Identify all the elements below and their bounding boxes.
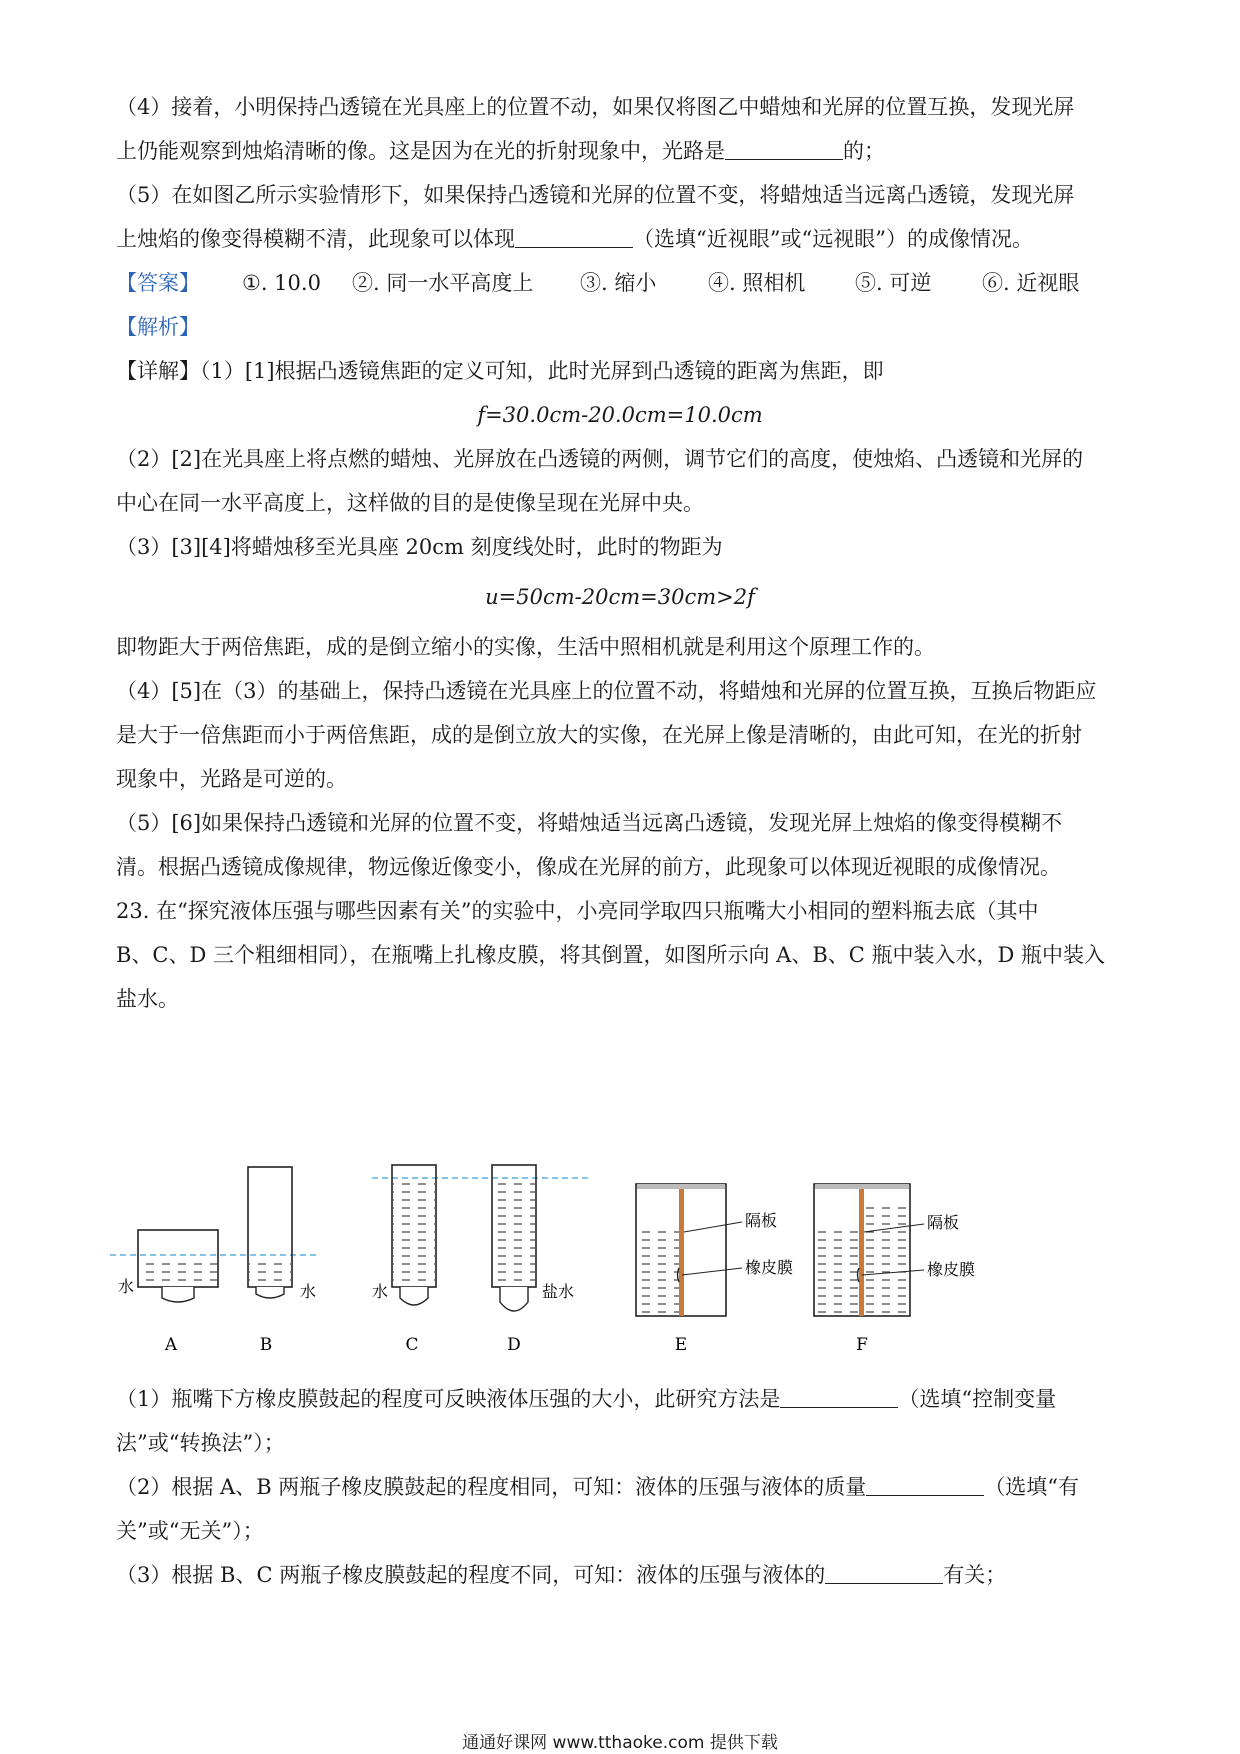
bottle-d xyxy=(492,1165,536,1311)
partition-label-f: 隔板 xyxy=(927,1213,960,1232)
q23-stem-line3: 盐水。 xyxy=(116,987,179,1011)
q22-part4-text: 上仍能观察到烛焰清晰的像。这是因为在光的折射现象中，光路是 xyxy=(116,139,725,163)
label-e: E xyxy=(674,1335,688,1355)
q22-part4-line1: （4）接着，小明保持凸透镜在光具座上的位置不动，如果仅将图乙中蜡烛和光屏的位置互换，发现光屏 xyxy=(116,95,1075,119)
water-label-a: 水 xyxy=(118,1277,135,1296)
footer-source: 通通好课网 www.tthaoke.com 提供下载 xyxy=(462,1733,778,1753)
membrane-label-f: 橡皮膜 xyxy=(927,1260,976,1279)
q23-sub3-text: （3）根据 B、C 两瓶子橡皮膜鼓起的程度不同，可知：液体的压强与液体的 xyxy=(116,1563,826,1587)
q23-sub1-text: （1）瓶嘴下方橡皮膜鼓起的程度可反映液体压强的大小，此研究方法是 xyxy=(116,1387,781,1411)
answer-6: ⑥. 近视眼 xyxy=(982,271,1080,295)
answer-blank xyxy=(866,1475,984,1496)
bottle-figure xyxy=(0,1140,1240,1360)
detail-4-line1: （4）[5]在（3）的基础上，保持凸透镜在光具座上的位置不动，将蜡烛和光屏的位置互换，互换后物距应 xyxy=(116,679,1097,703)
q23-sub1-line2: 法”或“转换法”）； xyxy=(116,1431,285,1455)
q22-part5-text: 上烛焰的像变得模糊不清，此现象可以体现 xyxy=(116,227,515,251)
q23-sub1-line1 xyxy=(116,1384,1056,1414)
answer-blank xyxy=(515,227,633,248)
label-d: D xyxy=(507,1335,521,1355)
q22-part5-line2 xyxy=(116,224,1033,254)
water-label-c: 水 xyxy=(372,1282,389,1301)
detail-3-line2: 即物距大于两倍焦距，成的是倒立缩小的实像，生活中照相机就是利用这个原理工作的。 xyxy=(116,635,935,659)
equation-focal-length: f=30.0cm-20.0cm=10.0cm xyxy=(477,403,763,427)
q23-sub2-line2: 关”或“无关”）； xyxy=(116,1519,264,1543)
partition-rod-f xyxy=(859,1189,864,1316)
detail-2-line2: 中心在同一水平高度上，这样做的目的是使像呈现在光屏中央。 xyxy=(116,491,704,515)
container-f xyxy=(814,1184,924,1316)
label-b: B xyxy=(259,1335,273,1355)
membrane-label-e: 橡皮膜 xyxy=(745,1258,794,1277)
q23-sub3-tail: 有关； xyxy=(943,1563,1007,1587)
answer-blank xyxy=(780,1387,898,1408)
detail-5-line2: 清。根据凸透镜成像规律，物远像近像变小，像成在光屏的前方，此现象可以体现近视眼的成像情况。 xyxy=(116,855,1061,879)
q23-stem-line2: B、C、D 三个粗细相同），在瓶嘴上扎橡皮膜，将其倒置，如图所示向 A、B、C 瓶中装入水，D 瓶中装入 xyxy=(116,943,1106,967)
q23-sub3 xyxy=(116,1560,1006,1590)
analysis-tag: 【解析】 xyxy=(116,315,200,339)
q23-stem-line1: 23. 在“探究液体压强与哪些因素有关”的实验中，小亮同学取四只瓶嘴大小相同的塑料瓶去底（其中 xyxy=(116,899,1039,923)
q23-sub1-tail: （选填“控制变量 xyxy=(898,1387,1057,1411)
q23-sub2-text: （2）根据 A、B 两瓶子橡皮膜鼓起的程度相同，可知：液体的压强与液体的质量 xyxy=(116,1475,867,1499)
answer-1: ①. 10.0 xyxy=(242,271,321,295)
answer-5: ⑤. 可逆 xyxy=(855,271,932,295)
partition-label-e: 隔板 xyxy=(745,1211,778,1230)
detail-4-line2: 是大于一倍焦距而小于两倍焦距，成的是倒立放大的实像，在光屏上像是清晰的，由此可知，在光的折射 xyxy=(116,723,1082,747)
detail-1: 【详解】（1）[1]根据凸透镜焦距的定义可知，此时光屏到凸透镜的距离为焦距，即 xyxy=(116,359,884,383)
label-f: F xyxy=(856,1335,868,1355)
equation-object-distance: u=50cm-20cm=30cm>2f xyxy=(485,585,755,609)
answer-blank xyxy=(825,1563,943,1584)
answer-blank xyxy=(725,139,843,160)
q22-part4-line2 xyxy=(116,136,885,166)
label-a: A xyxy=(164,1335,178,1355)
bottle-b xyxy=(248,1167,292,1298)
detail-2-line1: （2）[2]在光具座上将点燃的蜡烛、光屏放在凸透镜的两侧，调节它们的高度，使烛焰、凸透镜和光屏的 xyxy=(116,447,1084,471)
label-c: C xyxy=(405,1335,419,1355)
water-label-b: 水 xyxy=(300,1282,317,1301)
partition-rod-e xyxy=(679,1189,684,1316)
salt-water-label-d: 盐水 xyxy=(542,1282,575,1301)
q23-sub2-tail: （选填“有 xyxy=(984,1475,1080,1499)
q22-part5-line1: （5）在如图乙所示实验情形下，如果保持凸透镜和光屏的位置不变，将蜡烛适当远离凸透镜，发现光屏 xyxy=(116,183,1075,207)
container-e xyxy=(636,1184,742,1316)
bottle-a xyxy=(138,1230,218,1302)
answer-2: ②. 同一水平高度上 xyxy=(352,271,534,295)
detail-4-line3: 现象中，光路是可逆的。 xyxy=(116,767,347,791)
answer-4: ④. 照相机 xyxy=(708,271,806,295)
detail-3: （3）[3][4]将蜡烛移至光具座 20cm 刻度线处时，此时的物距为 xyxy=(116,535,723,559)
q22-part5-tail: （选填“近视眼”或“远视眼”）的成像情况。 xyxy=(633,227,1033,251)
q22-part4-tail: 的； xyxy=(843,139,885,163)
answer-tag: 【答案】 xyxy=(116,271,200,295)
detail-5-line1: （5）[6]如果保持凸透镜和光屏的位置不变，将蜡烛适当远离凸透镜，发现光屏上烛焰的像变得模糊不 xyxy=(116,811,1063,835)
q23-sub2-line1 xyxy=(116,1472,1079,1502)
answer-3: ③. 缩小 xyxy=(580,271,657,295)
bottle-c xyxy=(392,1165,436,1305)
